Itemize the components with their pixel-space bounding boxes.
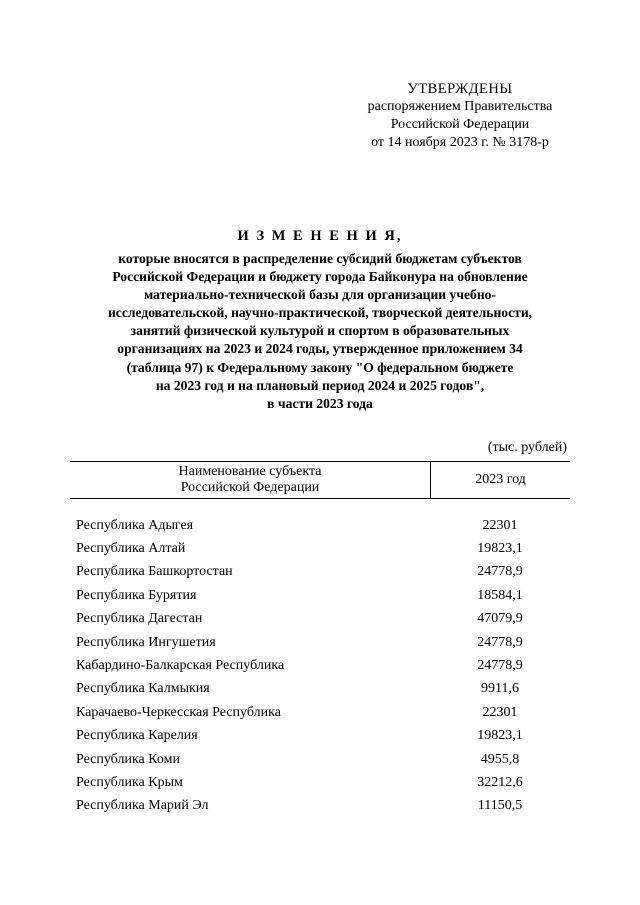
subject-value: 47079,9: [477, 611, 523, 627]
units-label: (тыс. рублей): [487, 440, 567, 455]
subject-name: Республика Коми: [76, 751, 180, 767]
subject-name: Кабардино-Балкарская Республика: [76, 658, 285, 674]
approval-title: УТВЕРЖДЕНЫ: [407, 81, 513, 97]
subtitle-line: на 2023 год и на плановый период 2024 и 2025 годов",: [155, 377, 485, 393]
subject-name: Республика Адыгея: [76, 517, 194, 533]
table-row: [76, 771, 570, 794]
subject-name: Республика Ингушетия: [76, 634, 216, 650]
subject-name: Республика Башкортостан: [76, 564, 233, 580]
header-subject-line: Российской Федерации: [180, 480, 320, 495]
document-title: И З М Е Н Е Н И Я,: [237, 228, 403, 244]
subtitle-line: которые вносятся в распределение субсидий бюджетам субъектов: [118, 251, 522, 266]
subject-name: Республика Карелия: [76, 728, 198, 744]
table-row: [76, 584, 570, 607]
approval-line: распоряжением Правительства: [367, 99, 553, 114]
subtitle-line: исследовательской, научно-практической, творческой деятельности,: [107, 305, 533, 321]
header-subject-line: Наименование субъекта: [178, 464, 322, 479]
table-row: [76, 654, 570, 677]
subtitle-line: занятий физической культурой и спортом в образовательных: [130, 323, 510, 339]
subject-value: 11150,5: [477, 798, 523, 814]
subject-name: Республика Алтай: [76, 541, 186, 557]
subject-value: 19823,1: [477, 728, 523, 744]
subtitle-line: (таблица 97) к Федеральному закону "О федеральном бюджете: [126, 359, 514, 375]
subject-name: Карачаево-Черкесская Республика: [76, 704, 281, 720]
table-row: [76, 561, 570, 584]
table-header: [70, 461, 570, 499]
subject-name: Республика Калмыкия: [76, 681, 210, 697]
subject-value: 18584,1: [477, 587, 523, 603]
table-body: [76, 514, 570, 818]
approval-block: [330, 80, 590, 152]
document-subtitle: [70, 250, 570, 413]
subject-value: 22301: [482, 517, 518, 533]
table-row: [76, 795, 570, 818]
subject-value: 24778,9: [477, 658, 523, 674]
subject-value: 19823,1: [477, 541, 523, 557]
subject-name: Республика Бурятия: [76, 587, 197, 603]
table-row: [76, 678, 570, 701]
table-row: [76, 701, 570, 724]
subtitle-line: материально-технической базы для организации учебно-: [143, 287, 496, 303]
subject-value: 4955,8: [480, 751, 520, 767]
subject-name: Республика Дагестан: [76, 611, 203, 627]
table-row: [76, 608, 570, 631]
subtitle-line: в части 2023 года: [267, 395, 373, 411]
subject-value: 24778,9: [477, 634, 523, 650]
header-year: 2023 год: [475, 472, 526, 487]
subtitle-line: Российской Федерации и бюджету города Байконура на обновление: [112, 269, 528, 285]
approval-line: Российской Федерации: [390, 117, 530, 132]
subtitle-line: организациях на 2023 и 2024 годы, утвержденное приложением 34: [117, 341, 523, 357]
subject-value: 24778,9: [477, 564, 523, 580]
subject-value: 22301: [482, 704, 518, 720]
table-row: [76, 725, 570, 748]
table-row: [76, 514, 570, 537]
subject-name: Республика Крым: [76, 774, 183, 790]
subject-value: 9911,6: [481, 681, 519, 697]
approval-date-line: от 14 ноября 2023 г. № 3178-р: [371, 135, 549, 150]
subject-value: 32212,6: [477, 774, 523, 790]
table-row: [76, 537, 570, 560]
table-row: [76, 748, 570, 771]
header-subject-name: [70, 462, 431, 498]
table-row: [76, 631, 570, 654]
subject-name: Республика Марий Эл: [76, 798, 209, 814]
